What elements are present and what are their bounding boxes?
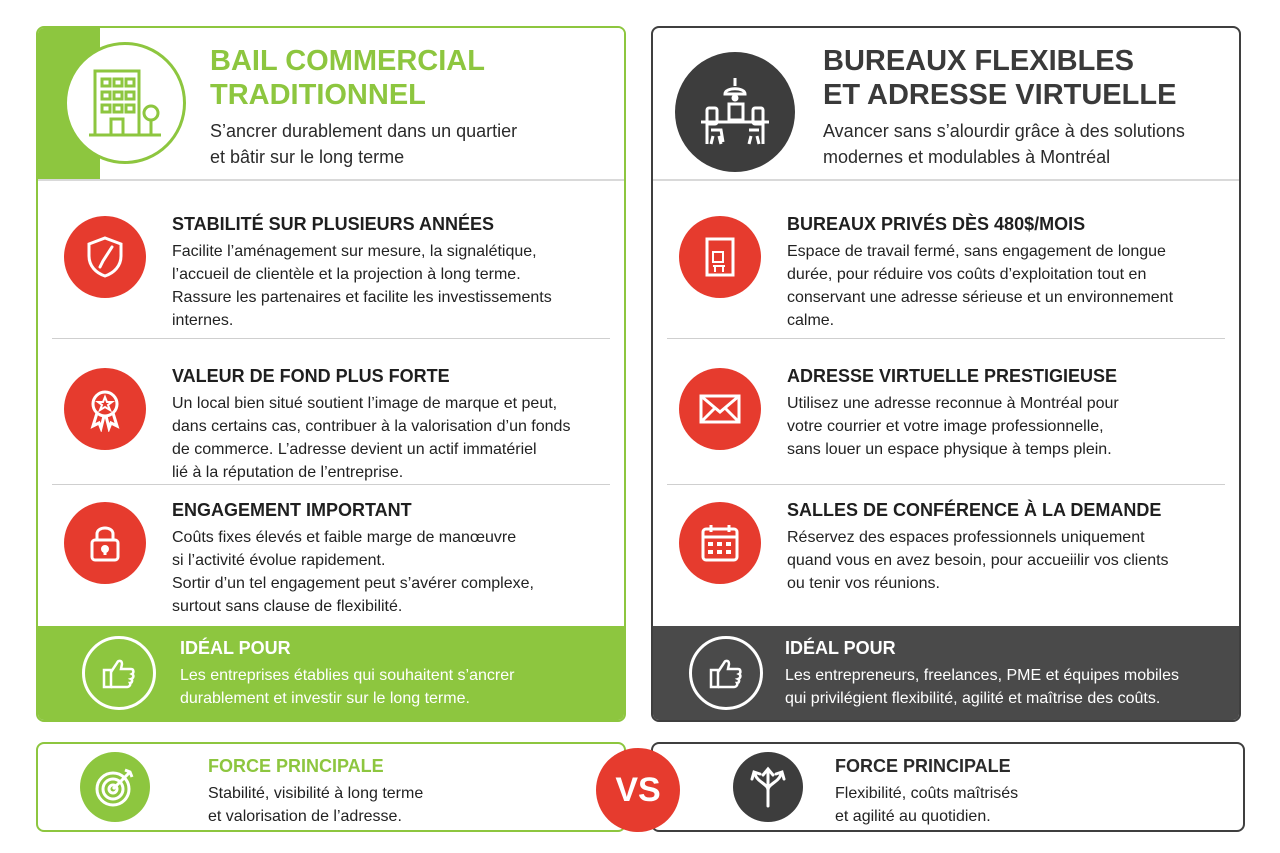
thumbs-up-icon (82, 636, 156, 710)
panel-title: BAIL COMMERCIAL TRADITIONNEL (210, 45, 485, 111)
feature-description: Un local bien situé soutient l’image de marque et peut, dans certains cas, contribuer à la valorisation d’un fonds de commerce. L’adresse devient un actif immatériel lié à la réputation de l’entreprise. (172, 395, 571, 481)
main-strength-left (36, 742, 626, 832)
feature-description: Facilite l’aménagement sur mesure, la signalétique, l’accueil de clientèle et la projection à long terme. Rassure les partenaires et facilite les investissements internes. (172, 243, 552, 329)
building-icon (64, 42, 186, 164)
thumbs-up-icon (689, 636, 763, 710)
feature-description: Réservez des espaces professionnels uniquement quand vous en avez besoin, pour accueiilir vos clients ou tenir vos réunions. (787, 529, 1169, 592)
coworking-desk-icon (675, 52, 795, 172)
feature-description: Utilisez une adresse reconnue à Montréal pour votre courrier et votre image professionnelle, sans louer un espace physique à temps plein. (787, 395, 1119, 458)
feature-value (52, 350, 610, 500)
calendar-icon (679, 502, 761, 584)
feature-title: VALEUR DE FOND PLUS FORTE (172, 366, 450, 386)
feature-virtual-address (667, 350, 1225, 500)
versus-badge: VS (596, 748, 680, 832)
envelope-icon (679, 368, 761, 450)
divider (52, 338, 610, 339)
feature-description: Coûts fixes élevés et faible marge de manœuvre si l’activité évolue rapidement. Sortir d’un tel engagement peut s’avérer complexe, surtout sans clause de flexibilité. (172, 529, 534, 615)
feature-commitment (52, 484, 610, 634)
feature-conference-rooms (667, 484, 1225, 634)
panel-subtitle: Avancer sans s’alourdir grâce à des solutions modernes et modulables à Montréal (823, 121, 1185, 167)
feature-private-offices (667, 198, 1225, 348)
lock-icon (64, 502, 146, 584)
strength-title: FORCE PRINCIPALE (208, 756, 384, 776)
divider (667, 338, 1225, 339)
strength-description: Flexibilité, coûts maîtrisés et agilité au quotidien. (835, 785, 1019, 825)
feature-stability (52, 198, 610, 348)
ideal-for-section (38, 626, 624, 720)
feature-description: Espace de travail fermé, sans engagement de longue durée, pour réduire vos coûts d’exploitation tout en conservant une adresse sérieuse et un environnement calme. (787, 243, 1174, 329)
target-icon (80, 752, 150, 822)
ideal-title: IDÉAL POUR (180, 638, 291, 658)
ideal-for-section (653, 626, 1239, 720)
strength-description: Stabilité, visibilité à long terme et valorisation de l’adresse. (208, 785, 424, 825)
feature-title: ENGAGEMENT IMPORTANT (172, 500, 412, 520)
panel-header (653, 28, 1239, 181)
feature-title: SALLES DE CONFÉRENCE À LA DEMANDE (787, 500, 1162, 520)
feature-title: STABILITÉ SUR PLUSIEURS ANNÉES (172, 214, 495, 234)
panel-header (38, 28, 624, 181)
flexible-offices-panel (651, 26, 1241, 722)
award-icon (64, 368, 146, 450)
ideal-title: IDÉAL POUR (785, 638, 896, 658)
shield-icon (64, 216, 146, 298)
main-strength-right (651, 742, 1245, 832)
feature-title: BUREAUX PRIVÉS DÈS 480$/MOIS (787, 214, 1086, 234)
strength-title: FORCE PRINCIPALE (835, 756, 1011, 776)
traditional-lease-panel (36, 26, 626, 722)
ideal-description: Les entrepreneurs, freelances, PME et équipes mobiles qui privilégient flexibilité, agilité et maîtrise des coûts. (785, 667, 1179, 707)
panel-subtitle: S’ancrer durablement dans un quartier et bâtir sur le long terme (210, 121, 518, 167)
split-arrows-icon (733, 752, 803, 822)
feature-title: ADRESSE VIRTUELLE PRESTIGIEUSE (787, 366, 1118, 386)
ideal-description: Les entreprises établies qui souhaitent s’ancrer durablement et investir sur le long terme. (180, 667, 515, 707)
office-door-icon (679, 216, 761, 298)
panel-title: BUREAUX FLEXIBLES ET ADRESSE VIRTUELLE (823, 45, 1177, 111)
